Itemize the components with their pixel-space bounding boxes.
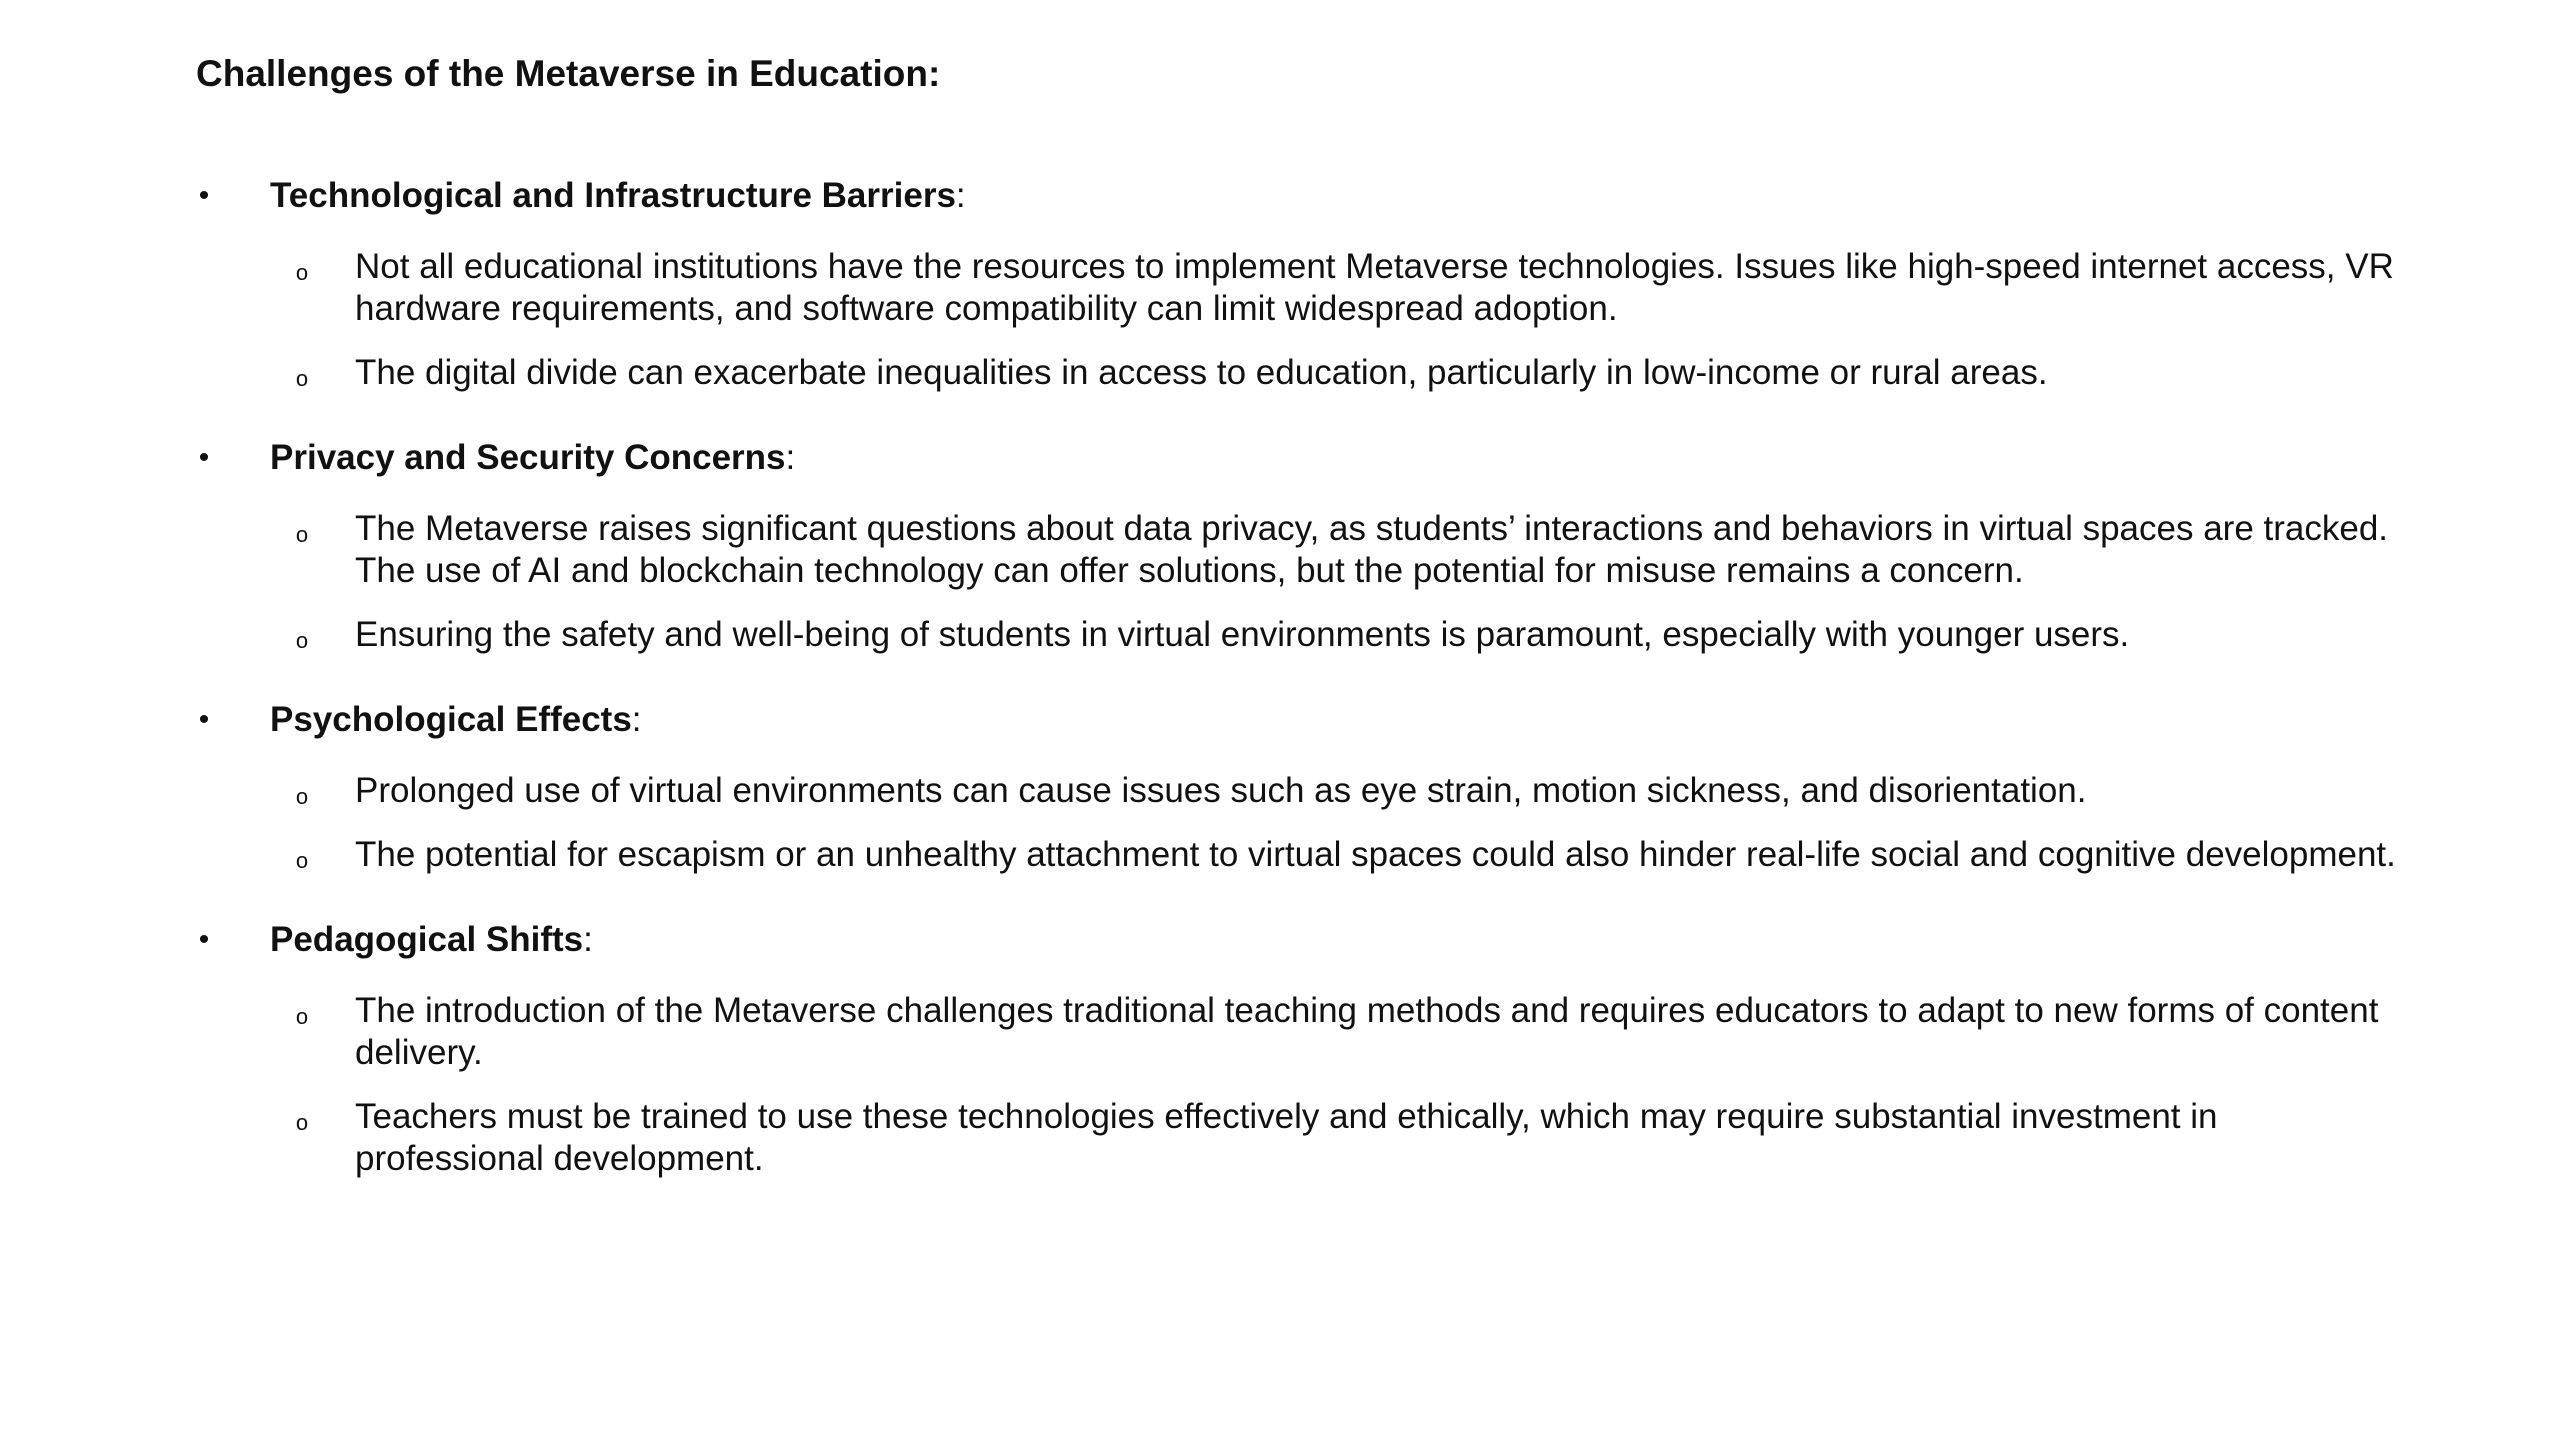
bullet-icon: • [198, 703, 210, 736]
section-heading-suffix: : [955, 176, 966, 215]
bullet-icon: • [198, 179, 210, 212]
list-item [0, 834, 2560, 876]
list-item [0, 1096, 2560, 1180]
section-heading-text: Technological and Infrastructure Barriers [270, 176, 956, 215]
section-technological-barriers [0, 170, 2560, 416]
sub-bullet-icon: o [295, 784, 309, 809]
sub-bullet-icon: o [295, 848, 309, 873]
sub-bullet-icon: o [295, 366, 309, 391]
list-item-text: Prolonged use of virtual environments can cause issues such as eye strain, motion sickness, and disorientation. [355, 771, 2087, 810]
section-heading [270, 170, 966, 222]
section-pedagogical-shifts [0, 914, 2560, 1180]
bullet-icon: • [198, 441, 210, 474]
section-items [0, 246, 2560, 394]
list-item-text: The introduction of the Metaverse challenges traditional teaching methods and requires educators to adapt to new forms of content delivery. [355, 991, 2379, 1072]
section-heading [270, 694, 642, 746]
sub-bullet-icon: o [295, 260, 309, 285]
list-item [0, 508, 2560, 592]
bullet-icon: • [198, 923, 210, 956]
section-heading-text: Pedagogical Shifts [270, 920, 584, 959]
section-heading [270, 914, 593, 966]
section-items [0, 990, 2560, 1180]
list-item [0, 614, 2560, 656]
section-heading-suffix: : [785, 438, 796, 477]
section-heading-suffix: : [583, 920, 593, 959]
challenges-list [0, 170, 2560, 1196]
section-privacy-security [0, 432, 2560, 678]
section-heading-suffix: : [631, 700, 642, 739]
section-header [0, 914, 2560, 966]
list-item-text: Ensuring the safety and well-being of students in virtual environments is paramount, especially with younger users. [355, 615, 2130, 654]
section-heading [270, 432, 795, 484]
section-header [0, 432, 2560, 484]
list-item [0, 770, 2560, 812]
section-header [0, 694, 2560, 746]
list-item [0, 246, 2560, 330]
section-heading-text: Psychological Effects [270, 700, 632, 739]
list-item-text: Teachers must be trained to use these technologies effectively and ethically, which may require substantial investment in professional development. [355, 1097, 2218, 1178]
section-heading-text: Privacy and Security Concerns [270, 438, 786, 477]
list-item-text: The digital divide can exacerbate inequalities in access to education, particularly in low-income or rural areas. [355, 353, 2048, 392]
section-items [0, 508, 2560, 656]
sub-bullet-icon: o [295, 1110, 309, 1135]
sub-bullet-icon: o [295, 1004, 309, 1029]
sub-bullet-icon: o [295, 522, 309, 547]
section-header [0, 170, 2560, 222]
list-item [0, 990, 2560, 1074]
document-title: Challenges of the Metaverse in Education: [196, 53, 941, 94]
list-item-text: The Metaverse raises significant questions about data privacy, as students’ interactions and behaviors in virtual spaces are tracked. The use of AI and blockchain technology can offer solutions, but the potential for misuse remains a concern. [355, 509, 2389, 590]
sub-bullet-icon: o [295, 628, 309, 653]
list-item-text: Not all educational institutions have the resources to implement Metaverse technologies. Issues like high-speed internet access, VR hardware requirements, and software compatibility can limit widespread adoption. [355, 247, 2394, 328]
list-item [0, 352, 2560, 394]
section-psychological-effects [0, 694, 2560, 898]
list-item-text: The potential for escapism or an unhealthy attachment to virtual spaces could also hinder real-life social and cognitive development. [355, 835, 2396, 874]
section-items [0, 770, 2560, 876]
